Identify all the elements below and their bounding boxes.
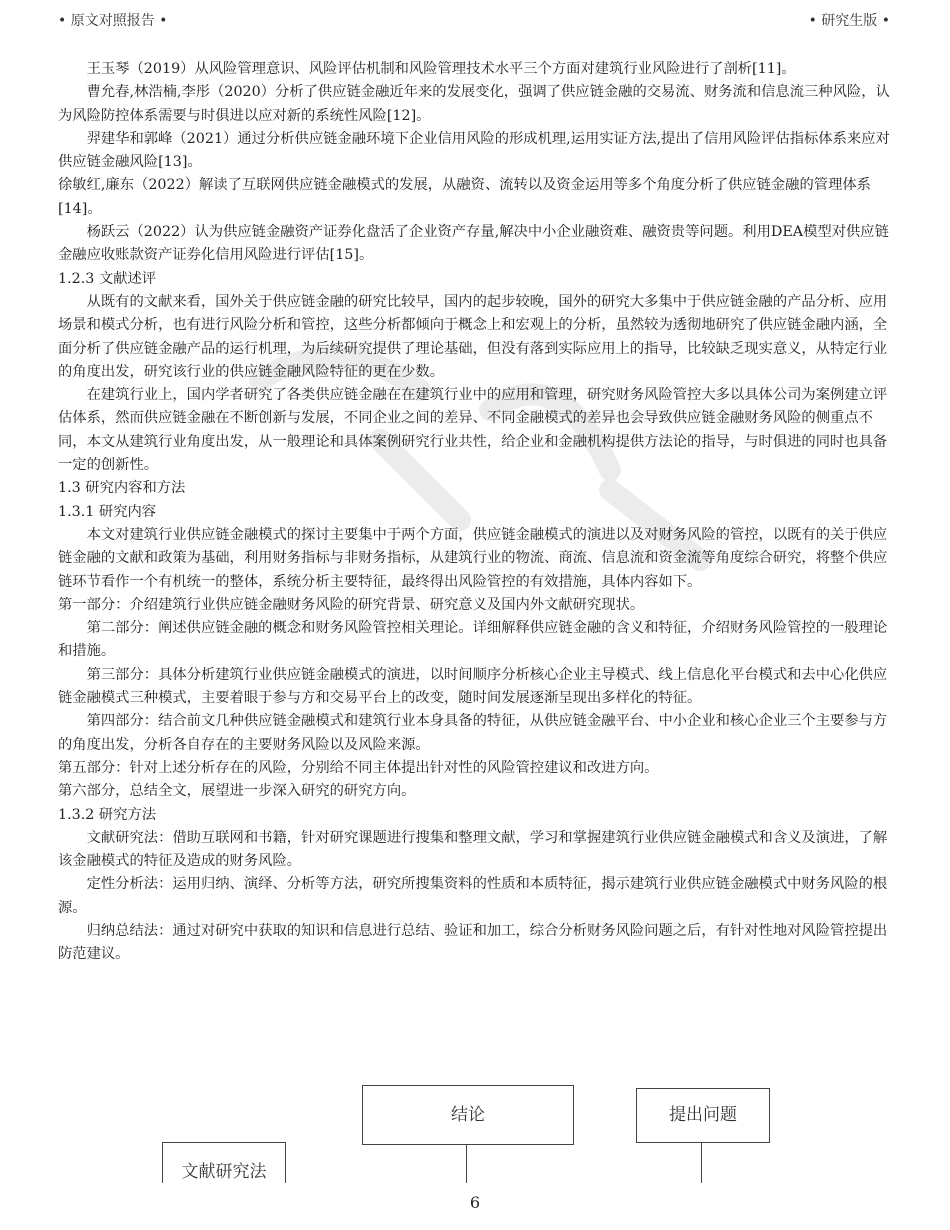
- page-header: [58, 10, 890, 32]
- flowchart-box-literature-label: 文献研究法: [181, 1162, 267, 1182]
- paragraph-review-2: 在建筑行业上，国内学者研究了各类供应链金融在在建筑行业中的应用和管理，研究财务风险管控大多以具体公司为案例建立评估体系，然而供应链金融在不断创新与发展，不同企业之间的差异、不同金融模式的差异也会导致供应链金融财务风险的侧重点不同，本文从建筑行业角度出发，从一般理论和具体案例研究行业共性，给企业和金融机构提供方法论的指导，与时俱进的同时也具备一定的创新性。: [58, 387, 888, 474]
- paragraph-part-1: 第一部分：介绍建筑行业供应链金融财务风险的研究背景、研究意义及国内外文献研究现状。: [58, 596, 645, 613]
- paragraph-part-4: 第四部分：结合前文几种供应链金融模式和建筑行业本身具备的特征，从供应链金融平台、中小企业和核心企业三个主要参与方的角度出发，分析各自存在的主要财务风险以及风险来源。: [58, 713, 888, 753]
- paragraph-ref-12: 曹允春,林浩楠,李彤（2020）分析了供应链金融近年来的发展变化，强调了供应链金融的交易流、财务流和信息流三种风险，认为风险防控体系需要与时俱进以应对新的系统性风险[12]。: [58, 84, 890, 124]
- paragraph-ref-11: 王玉琴（2019）从风险管理意识、风险评估机制和风险管理技术水平三个方面对建筑行业风险进行了剖析[11]。: [86, 61, 796, 77]
- paragraph-part-5: 第五部分：针对上述分析存在的风险，分别给不同主体提出针对性的风险管控建议和改进方向。: [58, 759, 659, 776]
- flowchart-box-conclusion: [362, 1085, 574, 1145]
- paragraph-method-inductive: 归纳总结法：通过对研究中获取的知识和信息进行总结、验证和加工，综合分析财务风险问题之后，有针对性地对风险管控提出防范建议。: [58, 922, 888, 963]
- flowchart-connector: [466, 1145, 467, 1183]
- flowchart-box-problem-label: 提出问题: [669, 1105, 737, 1125]
- flowchart-box-conclusion-label: 结论: [451, 1105, 485, 1125]
- document-body: [58, 58, 898, 967]
- paragraph-ref-13: 羿建华和郭峰（2021）通过分析供应链金融环境下企业信用风险的形成机理,运用实证方法,提出了信用风险评估指标体系来应对供应链金融风险[13]。: [58, 130, 890, 171]
- flowchart-box-literature: [162, 1142, 286, 1183]
- flowchart-connector: [701, 1143, 702, 1183]
- paragraph-ref-14: 徐敏红,廉东（2022）解读了互联网供应链金融模式的发展，从融资、流转以及资金运用等多个角度分析了供应链金融的管理体系[14]。: [58, 177, 871, 217]
- paragraph-content-intro: 本文对建筑行业供应链金融模式的探讨主要集中于两个方面，供应链金融模式的演进以及对财务风险的管控，以既有的关于供应链金融的文献和政策为基础，利用财务指标与非财务指标，从建筑行业的物流、商流、信息流和资金流等角度综合研究，将整个供应链环节看作一个有机统一的整体，系统分析主要特征，最终得出风险管控的有效措施，具体内容如下。: [58, 526, 888, 590]
- page-number: 6: [469, 1193, 481, 1212]
- flowchart-box-problem: [636, 1088, 770, 1143]
- paragraph-part-3: 第三部分：具体分析建筑行业供应链金融模式的演进，以时间顺序分析核心企业主导模式、线上信息化平台模式和去中心化供应链金融模式三种模式，主要着眼于参与方和交易平台上的改变，随时间发展逐渐呈现出多样化的特征。: [58, 666, 888, 707]
- paragraph-method-qualitative: 定性分析法：运用归纳、演绎、分析等方法，研究所搜集资料的性质和本质特征，揭示建筑行业供应链金融模式中财务风险的根源。: [58, 876, 888, 916]
- paragraph-ref-15: 杨跃云（2022）认为供应链金融资产证券化盘活了企业资产存量,解决中小企业融资难、融资贵等问题。利用DEA模型对供应链金融应收账款资产证券化信用风险进行评估[15]。: [58, 224, 889, 264]
- edition-label: • 研究生版 •: [808, 13, 890, 29]
- report-type-label: • 原文对照报告 •: [58, 13, 168, 29]
- section-heading-1-3-1: 1.3.1 研究内容: [58, 503, 157, 520]
- section-heading-1-2-3: 1.2.3 文献述评: [58, 270, 157, 287]
- paragraph-review-1: 从既有的文献来看，国外关于供应链金融的研究比较早，国内的起步较晚，国外的研究大多集中于供应链金融的产品分析、应用场景和模式分析，也有进行风险分析和管控，这些分析都倾向于概念上和宏观上的分析，虽然较为透彻地研究了供应链金融内涵，全面分析了供应链金融产品的运行机理，为后续研究提供了理论基础，但没有落到实际应用上的指导，比较缺乏现实意义，从特定行业的角度出发，研究该行业的供应链金融风险特征的更在少数。: [58, 293, 888, 380]
- paragraph-part-2: 第二部分：阐述供应链金融的概念和财务风险管控相关理论。详细解释供应链金融的含义和特征，介绍财务风险管控的一般理论和措施。: [58, 620, 888, 660]
- paragraph-method-literature: 文献研究法：借助互联网和书籍，针对研究课题进行搜集和整理文献，学习和掌握建筑行业供应链金融模式和含义及演进，了解该金融模式的特征及造成的财务风险。: [58, 829, 888, 870]
- paragraph-part-6: 第六部分，总结全文，展望进一步深入研究的研究方向。: [58, 783, 416, 800]
- research-flowchart: [58, 1085, 898, 1183]
- section-heading-1-3: 1.3 研究内容和方法: [58, 480, 186, 497]
- section-heading-1-3-2: 1.3.2 研究方法: [58, 806, 157, 823]
